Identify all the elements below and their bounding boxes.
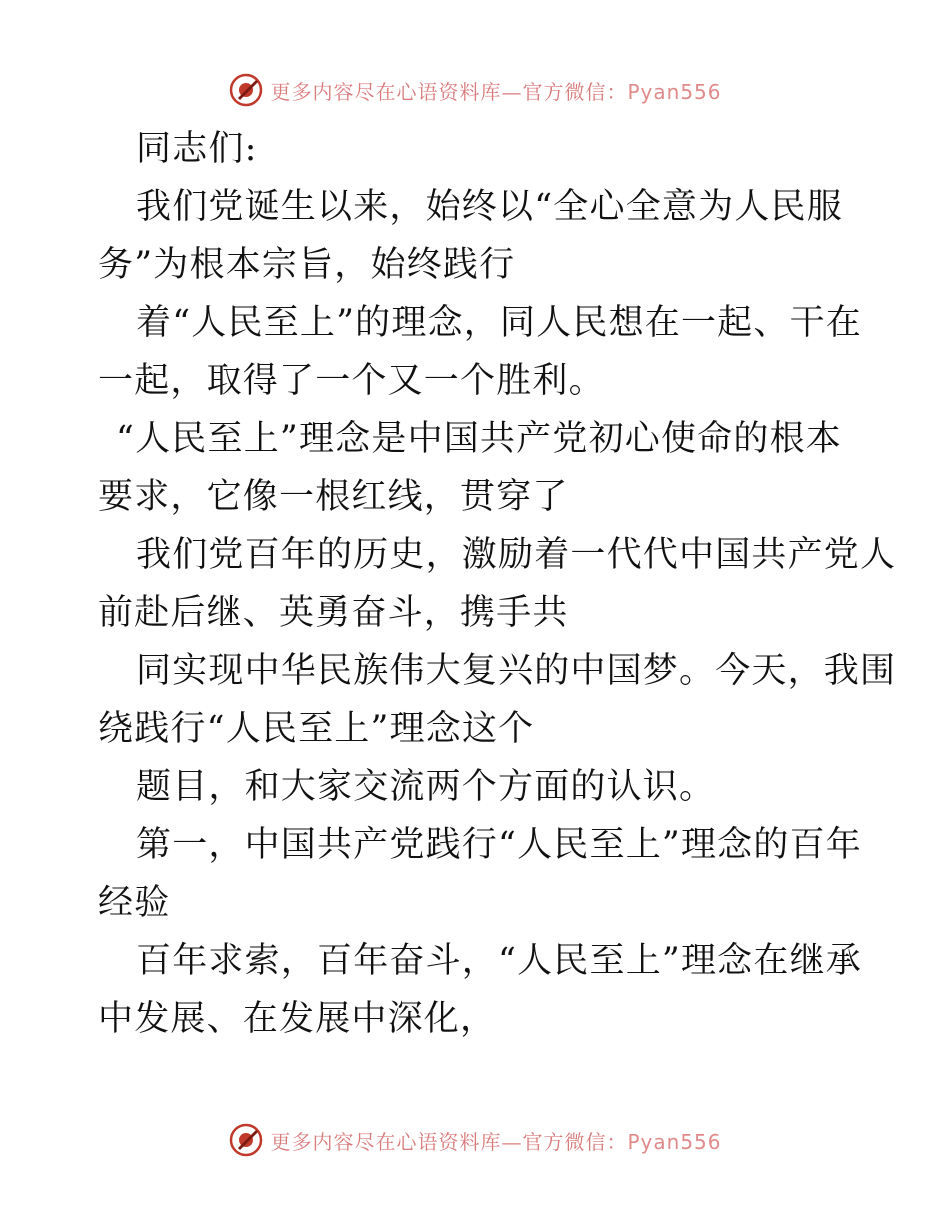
paragraph-line: 题目，和大家交流两个方面的认识。 <box>136 767 716 807</box>
paragraph-line: 一起，取得了一个又一个胜利。 <box>98 361 605 401</box>
section-heading-line: 第一，中国共产党践行“人民至上”理念的百年 <box>136 825 862 865</box>
paragraph-line: 务”为根本宗旨，始终践行 <box>98 245 516 285</box>
document-body <box>98 120 897 1048</box>
header-watermark <box>0 70 950 110</box>
paragraph-line: 百年求索，百年奋斗，“人民至上”理念在继承 <box>136 941 862 981</box>
paragraph-line: 着“人民至上”的理念，同人民想在一起、干在 <box>136 303 862 343</box>
paragraph-line: 我们党百年的历史，激励着一代代中国共产党人 <box>136 535 897 575</box>
paragraph-line: 要求，它像一根红线，贯穿了 <box>98 477 569 517</box>
paragraph-line: 中发展、在发展中深化， <box>98 999 497 1039</box>
quill-logo-icon <box>228 1122 264 1158</box>
paragraph-line: 前赴后继、英勇奋斗，携手共 <box>98 593 569 633</box>
quill-logo-icon <box>228 72 264 108</box>
paragraph-line: 同实现中华民族伟大复兴的中国梦。今天，我围 <box>136 651 897 691</box>
paragraph-line: 我们党诞生以来，始终以“全心全意为人民服 <box>136 187 843 227</box>
footer-watermark <box>0 1120 950 1160</box>
watermark-text: 更多内容尽在心语资料库—官方微信：Pyan556 <box>270 1129 722 1154</box>
paragraph-line: “人民至上”理念是中国共产党初心使命的根本 <box>116 419 842 459</box>
watermark-text: 更多内容尽在心语资料库—官方微信：Pyan556 <box>270 79 722 104</box>
salutation: 同志们: <box>136 129 258 169</box>
paragraph-line: 绕践行“人民至上”理念这个 <box>98 709 535 749</box>
section-heading-line: 经验 <box>98 883 171 923</box>
